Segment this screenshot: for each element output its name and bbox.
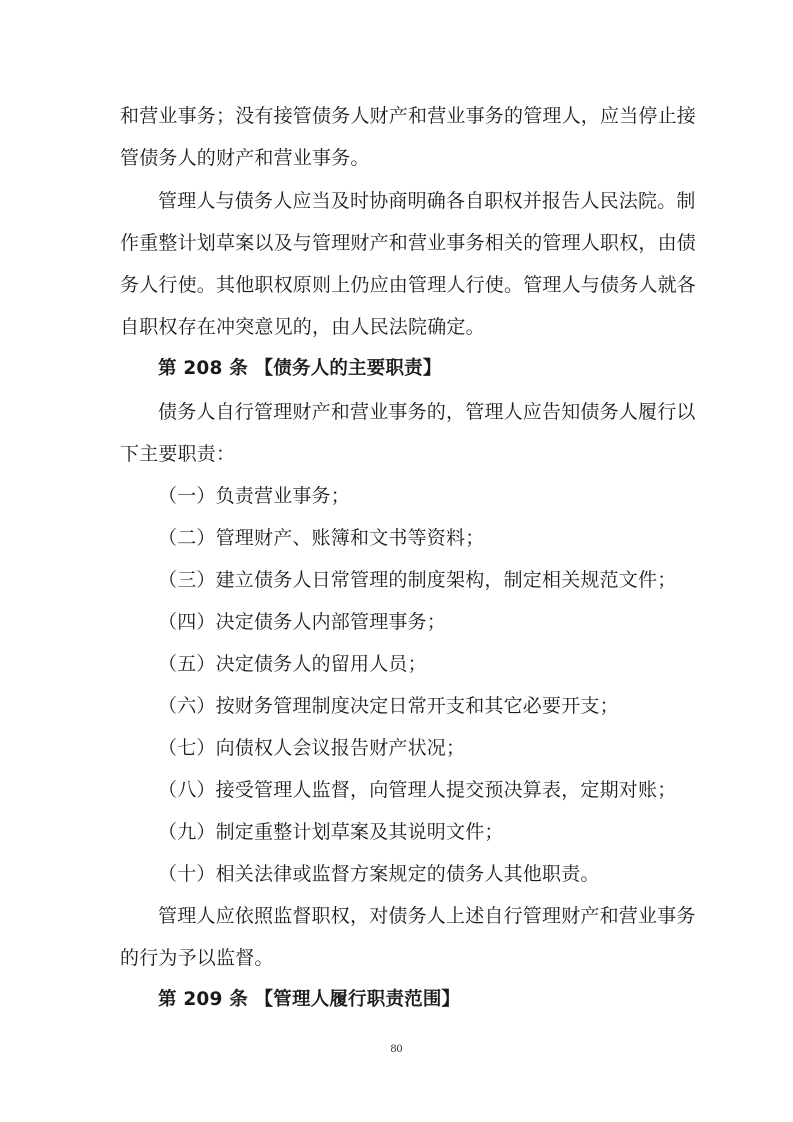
paragraph-line: 和营业事务；没有接管债务人财产和营业事务的管理人，应当停止接: [120, 105, 697, 127]
list-item: （十）相关法律或监督方案规定的债务人其他职责。: [158, 863, 600, 885]
list-item: （九）制定重整计划草案及其说明文件；: [158, 821, 504, 843]
list-item: （八）接受管理人监督，向管理人提交预决算表，定期对账；: [158, 779, 677, 801]
article-heading-209: 第 209 条 【管理人履行职责范围】: [158, 989, 461, 1010]
list-item: （四）决定债务人内部管理事务；: [158, 611, 447, 633]
paragraph-line: 的行为予以监督。: [120, 947, 274, 969]
paragraph-line: 管债务人的财产和营业事务。: [120, 147, 370, 169]
paragraph-line: 管理人应依照监督职权，对债务人上述自行管理财产和营业事务: [158, 905, 696, 927]
paragraph-line: 债务人自行管理财产和营业事务的，管理人应告知债务人履行以: [158, 401, 696, 423]
page-number: 80: [390, 1041, 403, 1055]
paragraph-line: 作重整计划草案以及与管理财产和营业事务相关的管理人职权，由债: [120, 232, 697, 254]
list-item: （六）按财务管理制度决定日常开支和其它必要开支；: [158, 695, 619, 717]
article-heading-208: 第 208 条 【债务人的主要职责】: [158, 358, 442, 379]
list-item: （一）负责营业事务；: [158, 485, 351, 507]
paragraph-line: 下主要职责：: [120, 443, 236, 465]
paragraph-line: 管理人与债务人应当及时协商明确各自职权并报告人民法院。制: [158, 190, 696, 212]
paragraph-line: 自职权存在冲突意见的，由人民法院确定。: [120, 316, 485, 338]
list-item: （五）决定债务人的留用人员；: [158, 653, 427, 675]
list-item: （三）建立债务人日常管理的制度架构，制定相关规范文件；: [158, 569, 677, 591]
list-item: （七）向债权人会议报告财产状况；: [158, 737, 466, 759]
list-item: （二）管理财产、账簿和文书等资料；: [158, 527, 485, 549]
paragraph-line: 务人行使。其他职权原则上仍应由管理人行使。管理人与债务人就各: [120, 274, 697, 296]
